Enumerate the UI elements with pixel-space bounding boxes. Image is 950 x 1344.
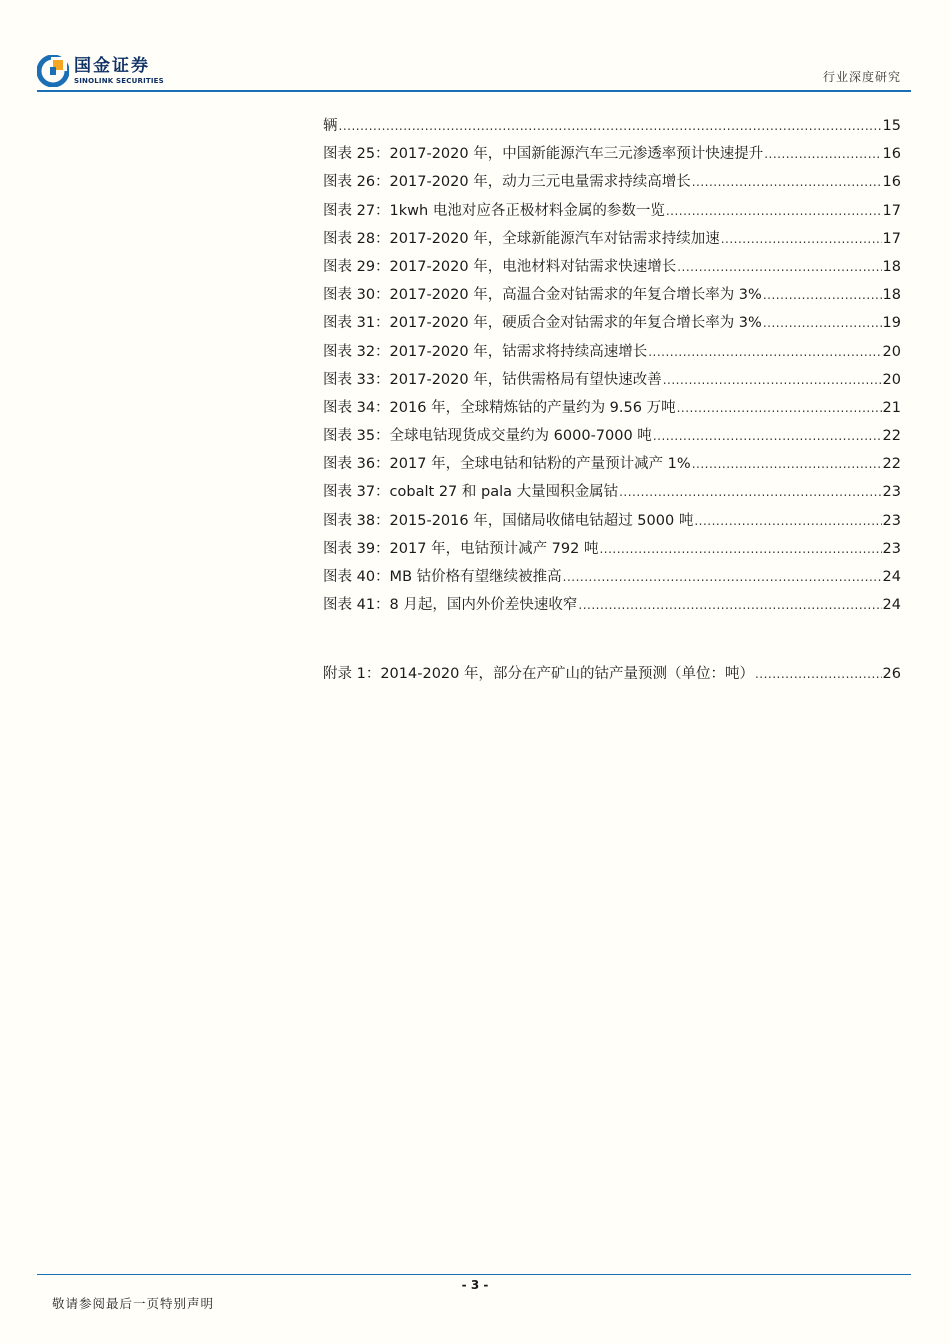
dot-leader bbox=[648, 338, 881, 366]
toc-entry-page-number: 23 bbox=[882, 512, 901, 529]
dot-leader bbox=[721, 225, 882, 253]
dot-leader bbox=[619, 478, 881, 506]
toc-entry[interactable] bbox=[323, 507, 901, 535]
dot-leader bbox=[677, 394, 882, 422]
toc-entry-title: 图表 30：2017-2020 年，高温合金对钴需求的年复合增长率为 3% bbox=[323, 287, 762, 304]
toc-entry-page-number: 19 bbox=[882, 315, 901, 332]
toc-entry[interactable] bbox=[323, 450, 901, 478]
appendix-page-number: 26 bbox=[882, 666, 901, 682]
toc-entry-page-number: 18 bbox=[882, 258, 901, 275]
dot-leader bbox=[339, 112, 882, 140]
dot-leader bbox=[677, 253, 881, 281]
dot-leader bbox=[694, 507, 881, 535]
toc-entry-page-number: 23 bbox=[882, 540, 901, 557]
toc-entry[interactable] bbox=[323, 535, 901, 563]
toc-entry-title: 图表 36：2017 年，全球电钴和钴粉的产量预计减产 1% bbox=[323, 456, 691, 473]
toc-entry-title: 辆 bbox=[323, 118, 338, 134]
company-logo bbox=[37, 55, 164, 87]
toc-entry[interactable] bbox=[323, 338, 901, 366]
toc-entry-page-number: 20 bbox=[882, 343, 901, 360]
toc-entry[interactable] bbox=[323, 253, 901, 281]
toc-entry-page-number: 22 bbox=[882, 456, 901, 473]
disclaimer-note: 敬请参阅最后一页特别声明 bbox=[52, 1296, 215, 1311]
dot-leader bbox=[663, 366, 882, 394]
dot-leader bbox=[692, 450, 882, 478]
toc-entry-page-number: 15 bbox=[882, 118, 901, 134]
page-number: - 3 - bbox=[461, 1278, 489, 1292]
toc-entry[interactable] bbox=[323, 478, 901, 506]
appendix-entry[interactable] bbox=[323, 660, 901, 688]
toc-entry[interactable] bbox=[323, 394, 901, 422]
dot-leader bbox=[692, 168, 882, 196]
report-type-label: 行业深度研究 bbox=[822, 70, 901, 84]
toc-entry[interactable] bbox=[323, 225, 901, 253]
toc-entry-page-number: 20 bbox=[882, 371, 901, 388]
dot-leader bbox=[763, 281, 882, 309]
toc-entry-page-number: 21 bbox=[882, 399, 901, 416]
toc-entry-title: 图表 31：2017-2020 年，硬质合金对钴需求的年复合增长率为 3% bbox=[323, 315, 762, 332]
footer-divider bbox=[37, 1274, 911, 1275]
logo-chinese-name: 国金证券 bbox=[74, 55, 150, 76]
dot-leader bbox=[599, 535, 881, 563]
table-of-figures bbox=[323, 112, 901, 619]
toc-entry-page-number: 16 bbox=[882, 174, 901, 191]
toc-entry-title: 图表 27：1kwh 电池对应各正极材料金属的参数一览 bbox=[323, 202, 665, 219]
toc-entry-title: 图表 40：MB 钴价格有望继续被推高 bbox=[323, 569, 562, 585]
toc-entry-page-number: 24 bbox=[882, 597, 901, 614]
toc-entry-title: 图表 32：2017-2020 年，钴需求将持续高速增长 bbox=[323, 343, 648, 360]
sinolink-logo-icon bbox=[37, 55, 69, 87]
toc-entry-title: 图表 39：2017 年，电钴预计减产 792 吨 bbox=[323, 540, 599, 557]
toc-entry-page-number: 17 bbox=[882, 230, 901, 247]
toc-entry-title: 图表 26：2017-2020 年，动力三元电量需求持续高增长 bbox=[323, 174, 691, 191]
logo-english-name: SINOLINK SECURITIES bbox=[74, 76, 164, 85]
toc-entry[interactable] bbox=[323, 197, 901, 225]
toc-entry[interactable] bbox=[323, 309, 901, 337]
toc-entry-page-number: 22 bbox=[882, 428, 901, 445]
page-header bbox=[37, 50, 911, 92]
toc-entry-page-number: 18 bbox=[882, 287, 901, 304]
dot-leader bbox=[666, 197, 882, 225]
toc-entry-page-number: 17 bbox=[882, 202, 901, 219]
dot-leader bbox=[755, 660, 882, 688]
toc-entry-page-number: 24 bbox=[882, 569, 901, 585]
toc-entry[interactable] bbox=[323, 140, 901, 168]
toc-entry-title: 图表 33：2017-2020 年，钴供需格局有望快速改善 bbox=[323, 371, 662, 388]
toc-entry[interactable] bbox=[323, 168, 901, 196]
toc-entry-title: 图表 35：全球电钴现货成交量约为 6000-7000 吨 bbox=[323, 428, 652, 445]
appendix-title: 附录 1：2014-2020 年，部分在产矿山的钴产量预测（单位：吨） bbox=[323, 666, 754, 682]
appendix-list bbox=[323, 660, 901, 688]
toc-entry[interactable] bbox=[323, 112, 901, 140]
toc-entry-title: 图表 37：cobalt 27 和 pala 大量囤积金属钴 bbox=[323, 484, 619, 501]
toc-entry-title: 图表 28：2017-2020 年，全球新能源汽车对钴需求持续加速 bbox=[323, 230, 720, 247]
header-divider bbox=[37, 90, 911, 92]
toc-entry-title: 图表 34：2016 年，全球精炼钴的产量约为 9.56 万吨 bbox=[323, 399, 676, 416]
toc-entry[interactable] bbox=[323, 366, 901, 394]
toc-entry-page-number: 16 bbox=[882, 146, 901, 163]
toc-entry-title: 图表 38：2015-2016 年，国储局收储电钴超过 5000 吨 bbox=[323, 512, 694, 529]
dot-leader bbox=[563, 563, 882, 591]
toc-entry[interactable] bbox=[323, 591, 901, 619]
dot-leader bbox=[578, 591, 881, 619]
toc-entry-title: 图表 25：2017-2020 年，中国新能源汽车三元渗透率预计快速提升 bbox=[323, 146, 764, 163]
toc-entry[interactable] bbox=[323, 422, 901, 450]
toc-entry[interactable] bbox=[323, 281, 901, 309]
dot-leader bbox=[764, 140, 881, 168]
dot-leader bbox=[653, 422, 882, 450]
toc-entry-title: 图表 29：2017-2020 年，电池材料对钴需求快速增长 bbox=[323, 258, 677, 275]
toc-entry-title: 图表 41：8 月起，国内外价差快速收窄 bbox=[323, 597, 578, 614]
toc-entry-page-number: 23 bbox=[882, 484, 901, 501]
toc-entry[interactable] bbox=[323, 563, 901, 591]
dot-leader bbox=[763, 309, 882, 337]
